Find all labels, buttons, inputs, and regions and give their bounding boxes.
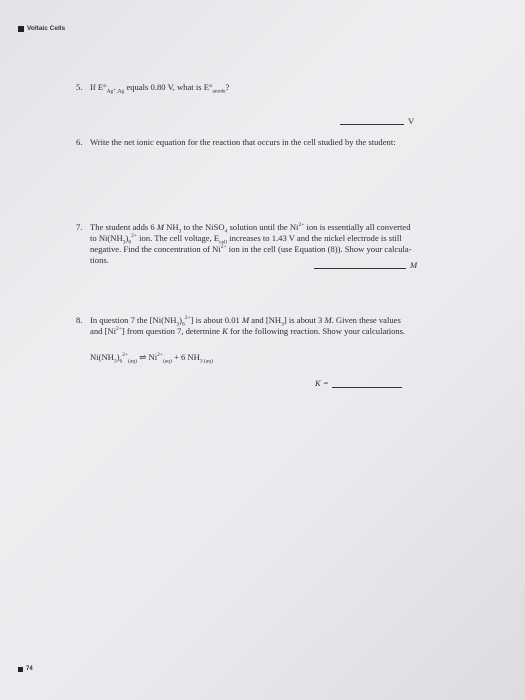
footer-square-icon (18, 667, 23, 672)
question-5 (76, 82, 496, 94)
reaction-equation: $Ni(NH_3)_6^{2+}_{(aq)}$ ⇌ $Ni^{2+}_{(aq)} + 6$ $NH_{3 (aq)}$ (90, 352, 213, 365)
header-square-icon (18, 26, 24, 32)
page-number: 74 (26, 666, 33, 672)
page-header (18, 25, 65, 32)
header-title: Voltaic Cells (27, 25, 66, 32)
question-7 (76, 222, 496, 272)
question-number: 6. (76, 137, 83, 147)
question-number: 5. (76, 82, 83, 92)
unit-label-q5: V (408, 116, 415, 126)
question-number: 8. (76, 315, 83, 325)
question-number: 7. (76, 222, 83, 232)
question-8 (76, 315, 496, 339)
equilibrium-arrow-icon: ⇌ (139, 352, 147, 362)
k-label: K = (315, 378, 329, 388)
question-text: The student adds 6 M $NH_3$ to the NiSO$_4$ solution until the $Ni^{2+}$ ion is essentially all converted to $Ni(NH_3)_6^{2+}$ ion. The cell voltage, $E_{cell}$ increases to 1.43 V and the nickel electrode is still negative. Find the concentration of $Ni^{2+}$ ion in the cell (use Equation (8)). Show your calcula- tions. (90, 222, 412, 265)
k-answer (315, 378, 402, 388)
question-6 (76, 137, 496, 149)
answer-line-q8[interactable] (332, 379, 402, 388)
answer-line-q5[interactable] (340, 124, 404, 125)
page-footer (18, 666, 33, 672)
question-text: Write the net ionic equation for the reaction that occurs in the cell studied by the student: (90, 137, 396, 147)
question-text: In question 7 the $[Ni(NH_3)_6^{2+}]$ is about 0.01 M and $[NH_3]$ is about 3 M. Given these values and $[Ni^{2+}]$ from question 7, determine K for the following reaction. Show your calculations. (90, 315, 406, 336)
unit-label-q7: M (410, 260, 418, 270)
question-text: If $E^\circ_{Ag^+,Ag}$ equals 0.80 V, what is $E^\circ_{anode}$? (90, 82, 230, 95)
answer-line-q7[interactable] (314, 268, 406, 269)
